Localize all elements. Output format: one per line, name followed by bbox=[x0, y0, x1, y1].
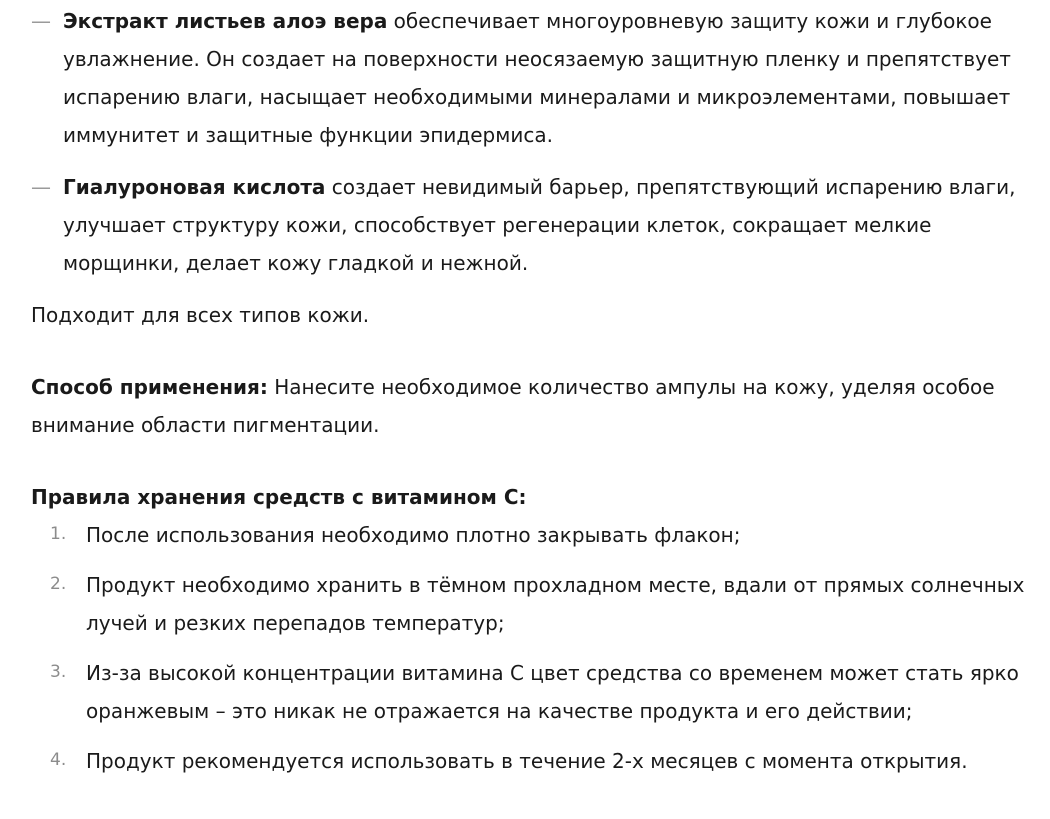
ingredient-name: Гиалуроновая кислота bbox=[63, 175, 326, 199]
ingredient-description: создает невидимый барьер, препятствующий испарению влаги, улучшает структуру кожи, способствует регенерации клеток, сокращает мелкие морщинки, делает кожу гладкой и нежной. bbox=[63, 175, 1016, 275]
usage-paragraph bbox=[31, 368, 1030, 444]
usage-text: Нанесите необходимое количество ампулы на кожу, уделяя особое внимание области пигментации. bbox=[31, 375, 995, 437]
rule-text: После использования необходимо плотно закрывать флакон; bbox=[86, 523, 741, 547]
list-item bbox=[31, 742, 1030, 780]
list-item bbox=[31, 168, 1030, 282]
storage-heading bbox=[31, 478, 1030, 516]
list-item bbox=[31, 654, 1030, 730]
list-number: 2. bbox=[50, 574, 67, 594]
ingredient-description: обеспечивает многоуровневую защиту кожи и глубокое увлажнение. Он создает на поверхности неосязаемую защитную пленку и препятствует испарению влаги, насыщает необходимыми минералами и микроэлементами, повышает иммунитет и защитные функции эпидермиса. bbox=[63, 9, 1011, 147]
rule-text: Продукт необходимо хранить в тёмном прохладном месте, вдали от прямых солнечных лучей и резких перепадов температур; bbox=[86, 573, 1025, 635]
ingredient-name: Экстракт листьев алоэ вера bbox=[63, 9, 388, 33]
storage-rules-list bbox=[31, 516, 1030, 780]
ingredients-list bbox=[31, 2, 1030, 282]
rule-text: Продукт рекомендуется использовать в течение 2-х месяцев с момента открытия. bbox=[86, 749, 968, 773]
list-item bbox=[31, 566, 1030, 642]
list-number: 3. bbox=[50, 662, 67, 682]
skin-types-text: Подходит для всех типов кожи. bbox=[31, 303, 370, 327]
storage-heading-text: Правила хранения средств с витамином С: bbox=[31, 485, 527, 509]
rule-text: Из-за высокой концентрации витамина С цвет средства со временем может стать ярко оранжевым – это никак не отражается на качестве продукта и его действии; bbox=[86, 661, 1019, 723]
list-number: 1. bbox=[50, 524, 67, 544]
dash-marker: — bbox=[31, 175, 51, 199]
dash-marker: — bbox=[31, 9, 51, 33]
list-number: 4. bbox=[50, 750, 67, 770]
list-item bbox=[31, 516, 1030, 554]
list-item bbox=[31, 2, 1030, 154]
usage-label: Способ применения: bbox=[31, 375, 268, 399]
